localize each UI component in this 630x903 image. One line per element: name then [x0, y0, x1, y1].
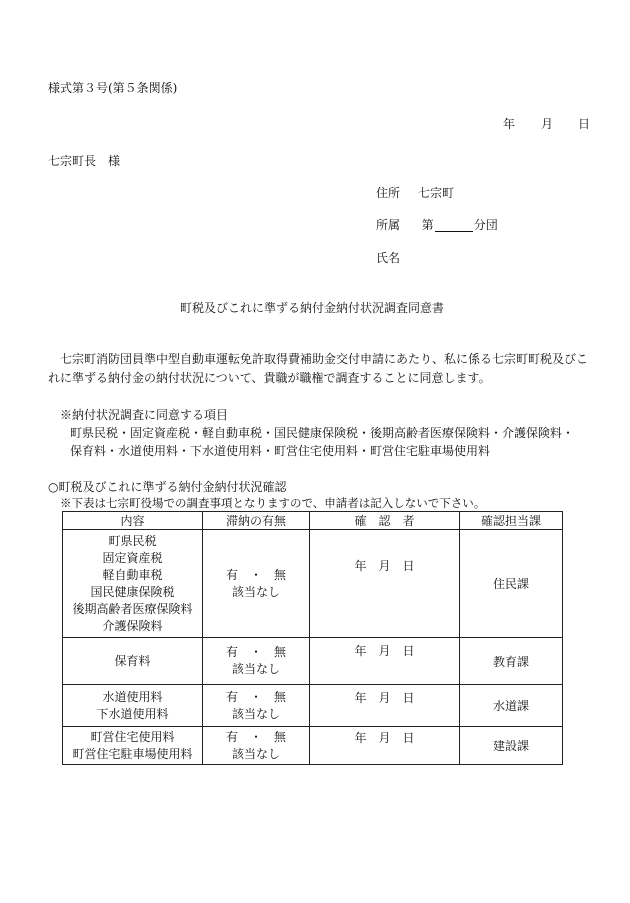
- consent-body: 七宗町消防団員準中型自動車運転免許取得費補助金交付申請にあたり、私に係る七宗町町税及びこれに準ずる納付金の納付状況について、貴職が職権で調査することに同意します。: [48, 352, 589, 385]
- status-na: 該当なし: [231, 662, 280, 676]
- status-na: 該当なし: [231, 746, 280, 761]
- date-day: 日: [578, 117, 591, 131]
- row-confirm: [310, 727, 460, 765]
- affiliation-suffix: 分団: [473, 218, 498, 232]
- item: 下水道使用料: [96, 706, 169, 721]
- row-dept: 水道課: [460, 685, 563, 727]
- status-choice: 有 ・ 無: [225, 567, 286, 582]
- status-na: 該当なし: [231, 706, 280, 721]
- confirm-date: 年 月 日: [354, 731, 415, 745]
- row-status: [203, 530, 310, 638]
- check-section-heading: ○町税及びこれに準ずる納付金納付状況確認: [48, 480, 287, 494]
- check-section-note: ※下表は七宗町役場での調査事項となりますので、申請者は記入しないで下さい。: [60, 496, 486, 510]
- item: 保育料: [114, 653, 151, 668]
- addressee: 七宗町長 様: [48, 154, 121, 168]
- item: 介護保険料: [102, 618, 163, 633]
- item: 固定資産税: [102, 550, 163, 565]
- row-dept: 教育課: [460, 638, 563, 685]
- confirm-date: 年 月 日: [354, 559, 415, 573]
- consent-items-line2: 保育料・水道使用料・下水道使用料・町営住宅使用料・町営住宅駐車場使用料: [70, 444, 491, 458]
- item: 町営住宅使用料: [90, 729, 175, 744]
- affiliation-blank: [435, 219, 473, 232]
- row-status: [203, 685, 310, 727]
- address-label: 住所: [376, 186, 401, 200]
- affiliation-row: [376, 216, 498, 233]
- name-label: 氏名: [376, 251, 401, 265]
- row-confirm: [310, 685, 460, 727]
- date-month: 月: [541, 117, 554, 131]
- confirm-date: 年 月 日: [354, 644, 415, 658]
- status-na: 該当なし: [231, 584, 280, 599]
- affiliation-prefix: 第: [421, 218, 434, 232]
- row-items: [63, 727, 203, 765]
- consent-items-line1: 町県民税・固定資産税・軽自動車税・国民健康保険税・後期高齢者医療保険料・介護保険料・: [70, 426, 575, 440]
- row-confirm: [310, 638, 460, 685]
- item: 後期高齢者医療保険料: [72, 601, 193, 616]
- row-confirm: [310, 530, 460, 638]
- header-dept: 確認担当課: [460, 512, 563, 530]
- row-items: [63, 530, 203, 638]
- confirm-date: 年 月 日: [354, 691, 415, 705]
- header-confirmer: 確 認 者: [310, 512, 460, 530]
- row-status: [203, 727, 310, 765]
- header-content: 内容: [63, 512, 203, 530]
- item: 軽自動車税: [102, 567, 163, 582]
- table-header-row: [63, 512, 563, 530]
- form-number: 様式第３号(第５条関係): [48, 81, 178, 95]
- status-choice: 有 ・ 無: [225, 645, 286, 659]
- affiliation-label: 所属: [376, 218, 401, 232]
- item: 水道使用料: [102, 689, 163, 704]
- address-value: 七宗町: [418, 186, 455, 200]
- row-dept: 住民課: [460, 530, 563, 638]
- item: 国民健康保険税: [90, 584, 175, 599]
- item: 町営住宅駐車場使用料: [72, 746, 193, 761]
- date-year: 年: [503, 117, 516, 131]
- status-choice: 有 ・ 無: [225, 689, 286, 704]
- table-row: [63, 685, 563, 727]
- check-table: [62, 511, 563, 765]
- table-row: [63, 530, 563, 638]
- item: 町県民税: [108, 533, 157, 548]
- document-title: 町税及びこれに準ずる納付金納付状況調査同意書: [180, 301, 445, 315]
- row-items: [63, 638, 203, 685]
- row-status: [203, 638, 310, 685]
- table-row: [63, 727, 563, 765]
- row-dept: 建設課: [460, 727, 563, 765]
- row-items: [63, 685, 203, 727]
- status-choice: 有 ・ 無: [225, 729, 286, 744]
- consent-items-heading: ※納付状況調査に同意する項目: [60, 408, 229, 422]
- header-status: 滞納の有無: [203, 512, 310, 530]
- table-row: [63, 638, 563, 685]
